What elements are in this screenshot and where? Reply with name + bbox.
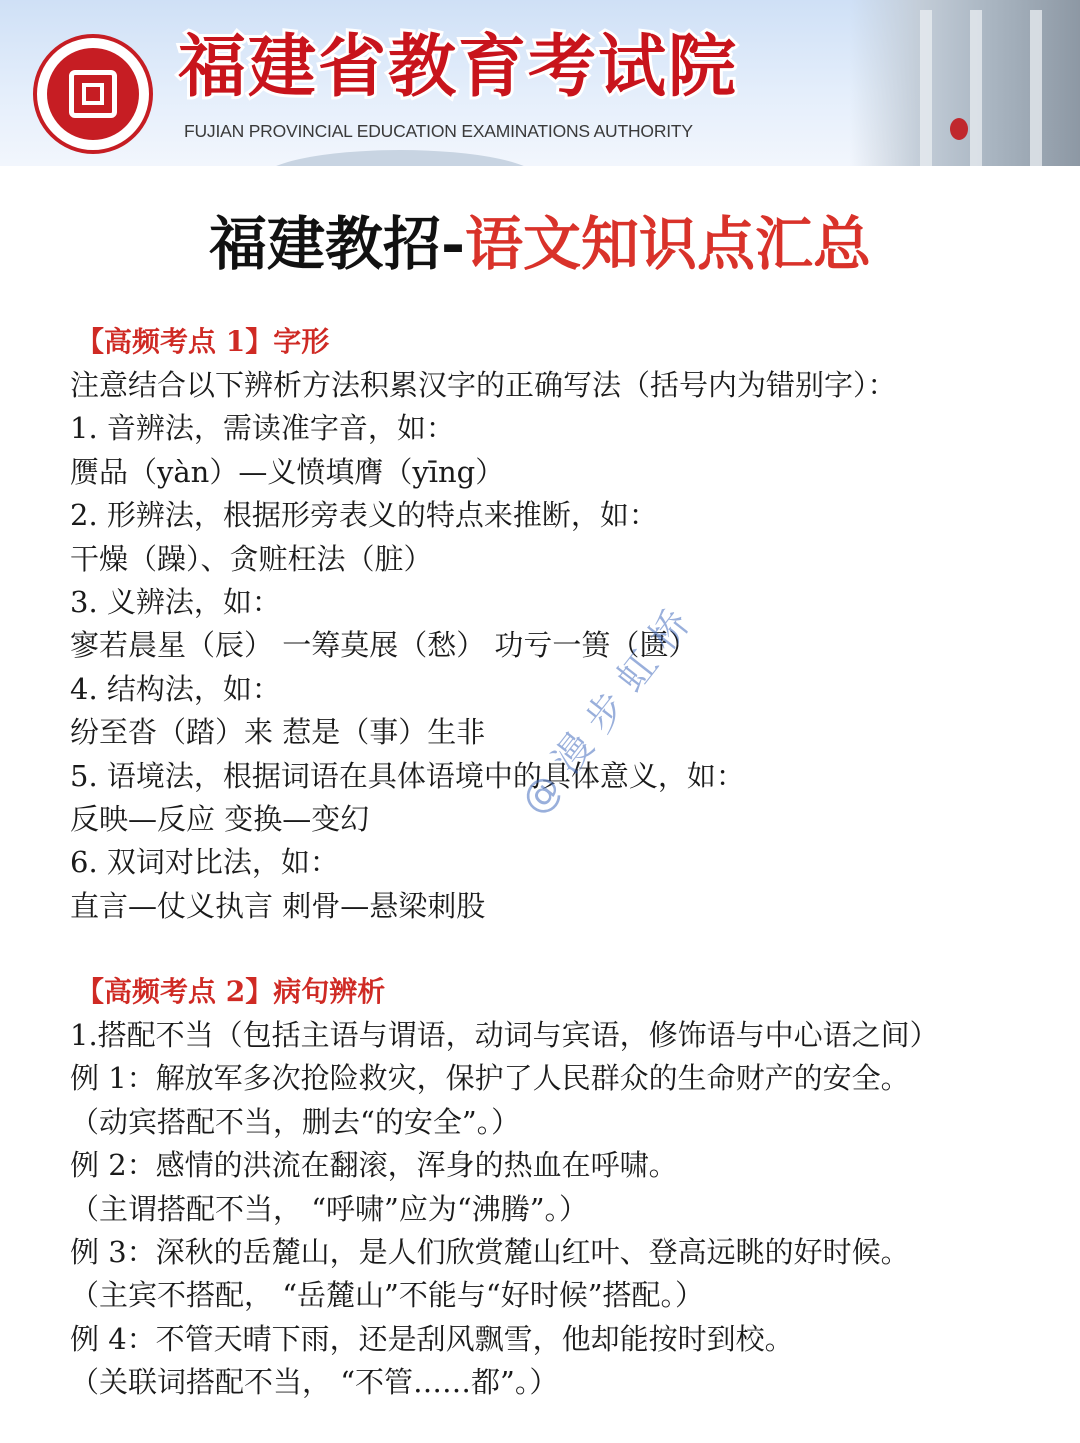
seal-ring [47,48,139,140]
section-2-body [70,1014,1050,1405]
text-line: 1. 音辨法，需读准字音，如： [70,411,455,446]
section-heading: 【高频考点 2】病句辨析 [76,975,386,1009]
text-line: 2. 形辨法，根据形旁表义的特点来推断，如： [70,498,658,533]
text-line: 1.搭配不当（包括主语与谓语，动词与宾语，修饰语与中心语之间） [70,1018,939,1053]
text-line: 纷至沓（踏）来 惹是（事）生非 [70,715,486,750]
text-line: （主谓搭配不当， “呼啸”应为“沸腾”。） [70,1191,589,1226]
main-content [70,320,1050,1405]
building-column [970,10,982,166]
page-title-red-part: 语文知识点汇总 [465,210,872,278]
text-line: 注意结合以下辨析方法积累汉字的正确写法（括号内为错别字）： [70,368,897,402]
banner-title: 福建省教育考试院 [178,28,739,107]
text-line: 寥若晨星（辰） 一筹莫展（愁） 功亏一篑（匮） [70,628,698,663]
banner-subtitle: FUJIAN PROVINCIAL EDUCATION EXAMINATIONS AUTHORITY [184,121,693,141]
building-column [1030,10,1042,166]
banner-building-image [850,0,1080,166]
text-line: 4. 结构法，如： [70,671,281,706]
page-title-black-part: 福建教招- [208,210,466,278]
text-line: 例 1：解放军多次抢险救灾，保护了人民群众的生命财产的安全。 [70,1061,910,1096]
text-line: 干燥（躁）、贪赃枉法（脏） [70,541,433,576]
page-title [0,204,1080,284]
banner-hill-decoration [260,150,540,166]
text-line: 例 4：不管天晴下雨，还是刮风飘雪，他却能按时到校。 [70,1321,794,1356]
text-line: （主宾不搭配， “岳麓山”不能与“好时候”搭配。） [70,1278,705,1313]
authority-seal-logo [33,34,153,154]
section-spacer [70,928,1050,970]
text-line: 3. 义辨法，如： [70,584,281,619]
header-banner [0,0,1080,166]
lantern-decoration [950,118,968,140]
text-line: 例 2：感情的洪流在翻滚，浑身的热血在呼啸。 [70,1148,678,1183]
text-line: 反映—反应 变换—变幻 [70,801,370,836]
section-heading: 【高频考点 1】字形 [76,325,330,358]
text-line: 6. 双词对比法，如： [70,845,339,880]
text-line: 5. 语境法，根据词语在具体语境中的具体意义，如： [70,758,745,793]
text-line: （关联词搭配不当， “不管……都”。） [70,1365,559,1400]
section-1-body [70,364,1050,928]
seal-emblem-icon [69,70,117,118]
text-line: 直言—仗义执言 刺骨—悬梁刺股 [70,888,486,923]
text-line: （动宾搭配不当，删去“的安全”。） [70,1104,521,1139]
watermark: @漫步虹桥 [512,590,707,823]
building-column [920,10,932,166]
text-line: 例 3：深秋的岳麓山，是人们欣赏麓山红叶、登高远眺的好时候。 [70,1235,910,1270]
text-line: 赝品（yàn）—义愤填膺（yīng） [70,454,505,489]
